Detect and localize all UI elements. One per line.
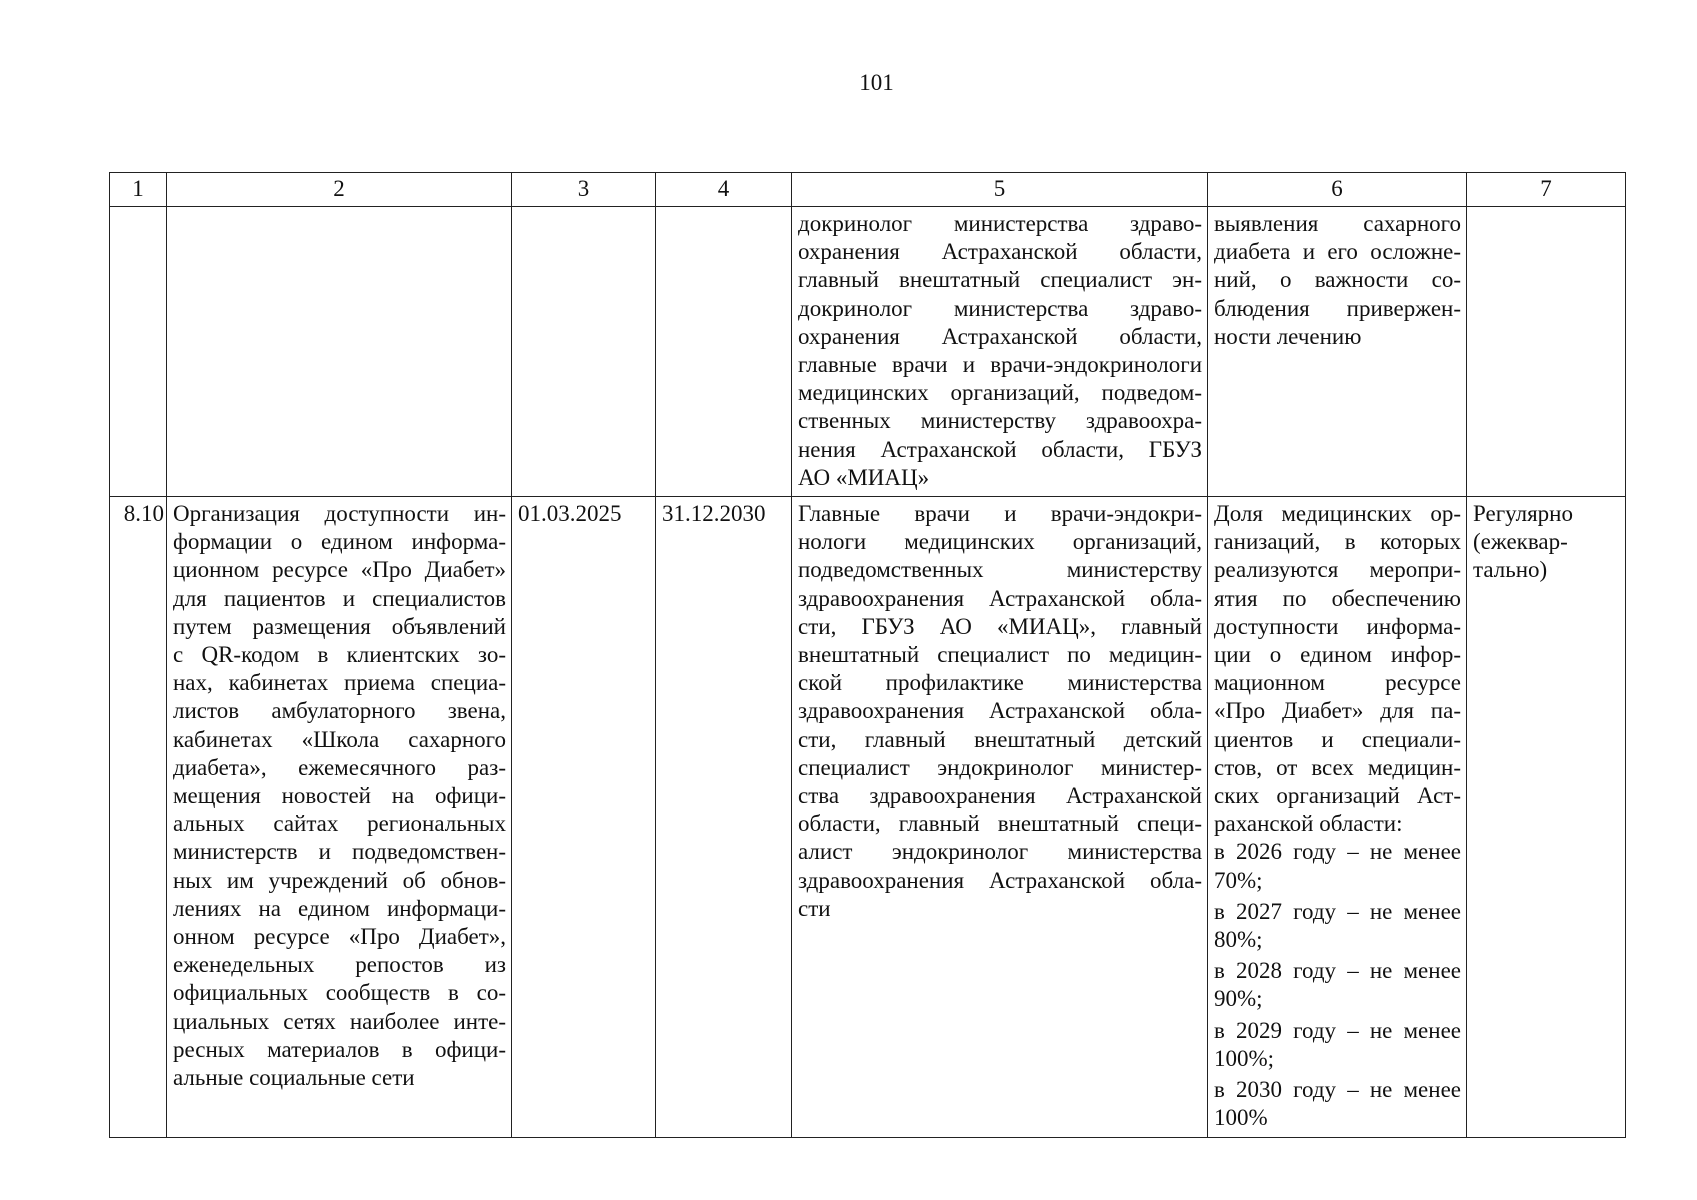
- cell-description: [167, 207, 512, 497]
- text-line: докринолог министерства здраво-: [798, 295, 1202, 321]
- column-header-4: 4: [656, 173, 792, 207]
- target-2030-line: в 2030 году – не менее: [1214, 1077, 1461, 1103]
- text-line: мационном ресурсе: [1214, 670, 1461, 696]
- cell-result: [1208, 497, 1467, 1137]
- text-line: медицинских организаций, подведом-: [798, 380, 1202, 406]
- text-line: ционном ресурсе «Про Диабет»: [173, 557, 506, 583]
- text-line: альных сайтах региональных: [173, 811, 506, 837]
- target-2029-value: 100%;: [1214, 1045, 1275, 1071]
- column-header-3: 3: [512, 173, 656, 207]
- column-header-1: 1: [110, 173, 167, 207]
- text-line: нения Астраханской области, ГБУЗ: [798, 436, 1202, 462]
- page-number: 101: [859, 70, 894, 95]
- text-line: сти, ГБУЗ АО «МИАЦ», главный: [798, 613, 1202, 639]
- text-line: нологи медицинских организаций,: [798, 529, 1202, 555]
- target-2030-value: 100%: [1214, 1105, 1268, 1131]
- column-header-6: 6: [1208, 173, 1467, 207]
- text-line: специалист эндокринолог министер-: [798, 754, 1202, 780]
- text-line: с QR-кодом в клиентских зо-: [173, 642, 506, 668]
- cell-periodicity: [1467, 497, 1626, 1137]
- cell-start-date: [512, 207, 656, 497]
- cell-number: 8.10: [110, 497, 167, 1137]
- text-line: лениях на едином информаци-: [173, 895, 506, 921]
- text-line: министерств и подведомствен-: [173, 839, 506, 865]
- target-2026-value: 70%;: [1214, 867, 1263, 893]
- text-line: Организация доступности ин-: [173, 501, 506, 527]
- measures-table: [109, 172, 1626, 1138]
- text-line: раханской области:: [1214, 811, 1403, 837]
- text-line: мещения новостей на офици-: [173, 783, 506, 809]
- text-line: Главные врачи и врачи-эндокри-: [798, 501, 1202, 527]
- target-2028-value: 90%;: [1214, 986, 1263, 1012]
- text-line: главный внештатный специалист эн-: [798, 267, 1202, 293]
- header-row: [110, 173, 1626, 207]
- target-2026-line: в 2026 году – не менее: [1214, 839, 1461, 865]
- text-line: стов, от всех медицин-: [1214, 754, 1461, 780]
- text-line: выявления сахарного: [1214, 211, 1461, 236]
- text-line: альные социальные сети: [173, 1065, 415, 1091]
- text-line: онном ресурсе «Про Диабет»,: [173, 924, 506, 950]
- text-line: здравоохранения Астраханской обла-: [798, 867, 1202, 893]
- text-line: ятия по обеспечению: [1214, 585, 1461, 611]
- text-line: внештатный специалист по медицин-: [798, 642, 1202, 668]
- text-line: официальных сообществ в со-: [173, 980, 506, 1006]
- text-line: блюдения привержен-: [1214, 295, 1461, 321]
- cell-responsible: [792, 497, 1208, 1137]
- table-row-continuation: [110, 207, 1626, 497]
- text-line: ских организаций Аст-: [1214, 783, 1461, 809]
- text-line: для пациентов и специалистов: [173, 585, 506, 611]
- target-2028-line: в 2028 году – не менее: [1214, 958, 1461, 984]
- text-line: ственных министерству здравоохра-: [798, 408, 1202, 434]
- text-line: диабета», ежемесячного раз-: [173, 754, 506, 780]
- cell-periodicity: [1467, 207, 1626, 497]
- text-line: тально): [1473, 557, 1548, 583]
- column-header-5: 5: [792, 173, 1208, 207]
- cell-end-date: 31.12.2030: [656, 497, 792, 1137]
- text-line: диабета и его осложне-: [1214, 239, 1461, 265]
- text-line: (ежеквар-: [1473, 529, 1568, 555]
- target-2029-line: в 2029 году – не менее: [1214, 1017, 1461, 1043]
- text-line: ства здравоохранения Астраханской: [798, 783, 1202, 809]
- cell-responsible: [792, 207, 1208, 497]
- text-line: сти, главный внештатный детский: [798, 726, 1202, 752]
- text-line: докринолог министерства здраво-: [798, 211, 1202, 236]
- text-line: ний, о важности со-: [1214, 267, 1461, 293]
- text-line: охранения Астраханской области,: [798, 323, 1202, 349]
- text-line: доступности информа-: [1214, 613, 1461, 639]
- text-line: циальных сетях наиболее инте-: [173, 1008, 506, 1034]
- text-line: ных им учреждений об обнов-: [173, 867, 506, 893]
- text-line: ганизаций, в которых: [1214, 529, 1461, 555]
- target-2027-value: 80%;: [1214, 927, 1263, 953]
- text-line: подведомственных министерству: [798, 557, 1202, 583]
- text-line: ности лечению: [1214, 323, 1362, 349]
- cell-end-date: [656, 207, 792, 497]
- cell-result: [1208, 207, 1467, 497]
- text-line: здравоохранения Астраханской обла-: [798, 585, 1202, 611]
- text-line: еженедельных репостов из: [173, 952, 506, 978]
- text-line: охранения Астраханской области,: [798, 239, 1202, 265]
- text-line: Доля медицинских ор-: [1214, 501, 1461, 527]
- text-line: ресных материалов в офици-: [173, 1036, 506, 1062]
- text-line: алист эндокринолог министерства: [798, 839, 1202, 865]
- table-row-8-10: [110, 497, 1626, 1137]
- cell-description: [167, 497, 512, 1137]
- text-line: ции о едином инфор-: [1214, 642, 1461, 668]
- column-header-7: 7: [1467, 173, 1626, 207]
- target-2027-line: в 2027 году – не менее: [1214, 898, 1461, 924]
- text-line: путем размещения объявлений: [173, 613, 506, 639]
- column-header-2: 2: [167, 173, 512, 207]
- text-line: «Про Диабет» для па-: [1214, 698, 1461, 724]
- text-line: Регулярно: [1473, 501, 1573, 527]
- text-line: сти: [798, 895, 831, 921]
- text-line: главные врачи и врачи-эндокринологи: [798, 352, 1202, 378]
- cell-start-date: 01.03.2025: [512, 497, 656, 1137]
- text-line: реализуются меропри-: [1214, 557, 1461, 583]
- text-line: АО «МИАЦ»: [798, 464, 930, 490]
- text-line: области, главный внештатный специ-: [798, 811, 1202, 837]
- text-line: формации о едином информа-: [173, 529, 506, 555]
- text-line: ской профилактике министерства: [798, 670, 1202, 696]
- text-line: нах, кабинетах приема специа-: [173, 670, 506, 696]
- cell-number: [110, 207, 167, 497]
- text-line: здравоохранения Астраханской обла-: [798, 698, 1202, 724]
- text-line: листов амбулаторного звена,: [173, 698, 506, 724]
- text-line: циентов и специали-: [1214, 726, 1461, 752]
- text-line: кабинетах «Школа сахарного: [173, 726, 506, 752]
